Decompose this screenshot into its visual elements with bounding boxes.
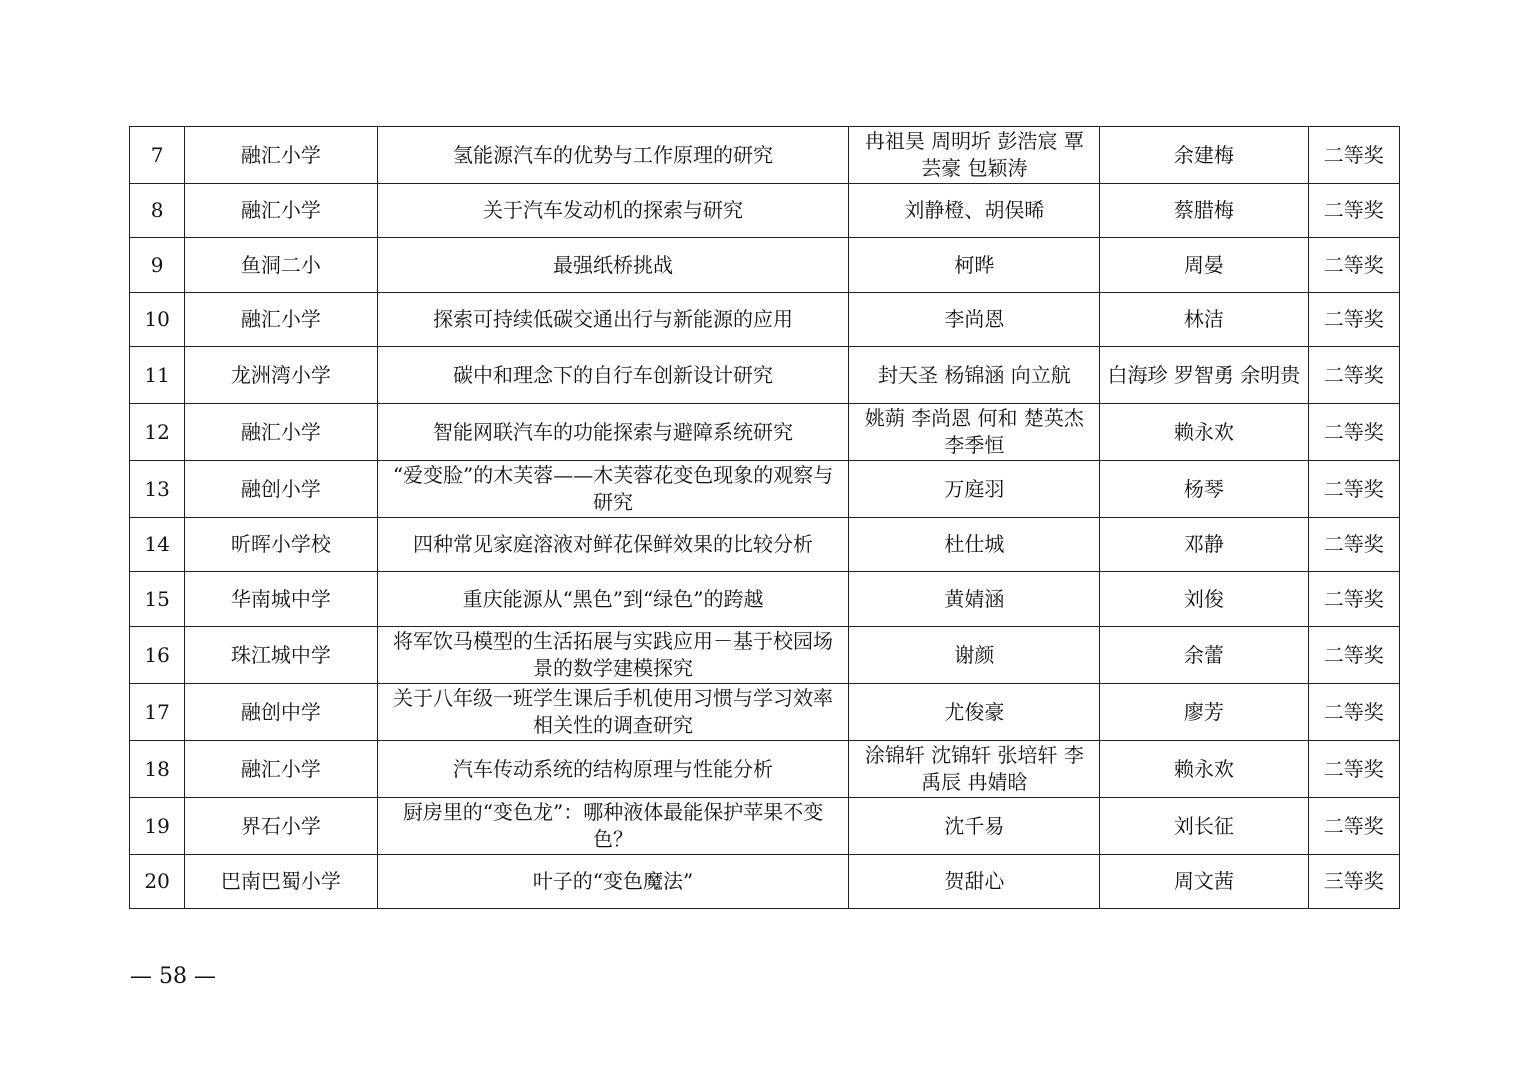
cell-students: 黄婧涵 bbox=[849, 572, 1100, 627]
award-table bbox=[129, 126, 1400, 909]
cell-teacher: 林洁 bbox=[1100, 293, 1308, 347]
cell-number: 18 bbox=[130, 741, 185, 798]
table-row bbox=[130, 684, 1400, 741]
table-row bbox=[130, 741, 1400, 798]
cell-teacher: 杨琴 bbox=[1100, 461, 1308, 518]
cell-number: 8 bbox=[130, 184, 185, 238]
cell-award: 二等奖 bbox=[1308, 684, 1399, 741]
cell-teacher: 邓静 bbox=[1100, 518, 1308, 572]
cell-project-title: 碳中和理念下的自行车创新设计研究 bbox=[377, 347, 849, 404]
table-row bbox=[130, 184, 1400, 238]
cell-teacher: 刘长征 bbox=[1100, 798, 1308, 855]
cell-teacher: 赖永欢 bbox=[1100, 404, 1308, 461]
cell-students: 冉祖昊 周明圻 彭浩宸 覃芸豪 包颖涛 bbox=[849, 127, 1100, 184]
cell-project-title: 智能网联汽车的功能探索与避障系统研究 bbox=[377, 404, 849, 461]
cell-number: 15 bbox=[130, 572, 185, 627]
cell-number: 7 bbox=[130, 127, 185, 184]
cell-school: 融汇小学 bbox=[185, 404, 377, 461]
table-row bbox=[130, 518, 1400, 572]
cell-number: 13 bbox=[130, 461, 185, 518]
cell-award: 二等奖 bbox=[1308, 238, 1399, 293]
cell-project-title: 关于汽车发动机的探索与研究 bbox=[377, 184, 849, 238]
table-body bbox=[130, 127, 1400, 909]
cell-project-title: 最强纸桥挑战 bbox=[377, 238, 849, 293]
cell-award: 二等奖 bbox=[1308, 293, 1399, 347]
table-row bbox=[130, 238, 1400, 293]
cell-award: 三等奖 bbox=[1308, 855, 1399, 909]
cell-project-title: 氢能源汽车的优势与工作原理的研究 bbox=[377, 127, 849, 184]
cell-school: 融汇小学 bbox=[185, 741, 377, 798]
cell-students: 杜仕城 bbox=[849, 518, 1100, 572]
cell-students: 柯晔 bbox=[849, 238, 1100, 293]
cell-award: 二等奖 bbox=[1308, 461, 1399, 518]
cell-number: 17 bbox=[130, 684, 185, 741]
cell-students: 谢颜 bbox=[849, 627, 1100, 684]
table-row bbox=[130, 404, 1400, 461]
table-row bbox=[130, 461, 1400, 518]
cell-teacher: 蔡腊梅 bbox=[1100, 184, 1308, 238]
cell-students: 姚蒴 李尚恩 何和 楚英杰 李季恒 bbox=[849, 404, 1100, 461]
cell-teacher: 廖芳 bbox=[1100, 684, 1308, 741]
cell-school: 融创小学 bbox=[185, 461, 377, 518]
cell-school: 巴南巴蜀小学 bbox=[185, 855, 377, 909]
cell-number: 12 bbox=[130, 404, 185, 461]
cell-award: 二等奖 bbox=[1308, 404, 1399, 461]
cell-students: 封天圣 杨锦涵 向立航 bbox=[849, 347, 1100, 404]
cell-school: 融创中学 bbox=[185, 684, 377, 741]
table-row bbox=[130, 127, 1400, 184]
table-row bbox=[130, 347, 1400, 404]
cell-number: 20 bbox=[130, 855, 185, 909]
cell-teacher: 余建梅 bbox=[1100, 127, 1308, 184]
cell-project-title: 将军饮马模型的生活拓展与实践应用－基于校园场景的数学建模探究 bbox=[377, 627, 849, 684]
page-number: — 58 — bbox=[130, 964, 216, 989]
cell-project-title: 四种常见家庭溶液对鲜花保鲜效果的比较分析 bbox=[377, 518, 849, 572]
cell-award: 二等奖 bbox=[1308, 627, 1399, 684]
cell-school: 鱼洞二小 bbox=[185, 238, 377, 293]
cell-school: 融汇小学 bbox=[185, 184, 377, 238]
cell-school: 融汇小学 bbox=[185, 127, 377, 184]
cell-school: 珠江城中学 bbox=[185, 627, 377, 684]
cell-project-title: 叶子的“变色魔法” bbox=[377, 855, 849, 909]
table-row bbox=[130, 627, 1400, 684]
cell-number: 16 bbox=[130, 627, 185, 684]
cell-number: 11 bbox=[130, 347, 185, 404]
cell-number: 9 bbox=[130, 238, 185, 293]
table-row bbox=[130, 798, 1400, 855]
table-row bbox=[130, 572, 1400, 627]
cell-project-title: 探索可持续低碳交通出行与新能源的应用 bbox=[377, 293, 849, 347]
cell-teacher: 周晏 bbox=[1100, 238, 1308, 293]
cell-project-title: 关于八年级一班学生课后手机使用习惯与学习效率相关性的调查研究 bbox=[377, 684, 849, 741]
table-row bbox=[130, 293, 1400, 347]
cell-students: 刘静橙、胡俣晞 bbox=[849, 184, 1100, 238]
cell-award: 二等奖 bbox=[1308, 572, 1399, 627]
cell-project-title: “爱变脸”的木芙蓉——木芙蓉花变色现象的观察与研究 bbox=[377, 461, 849, 518]
cell-award: 二等奖 bbox=[1308, 518, 1399, 572]
cell-teacher: 周文茜 bbox=[1100, 855, 1308, 909]
cell-number: 10 bbox=[130, 293, 185, 347]
cell-school: 龙洲湾小学 bbox=[185, 347, 377, 404]
cell-award: 二等奖 bbox=[1308, 184, 1399, 238]
table-row bbox=[130, 855, 1400, 909]
cell-number: 19 bbox=[130, 798, 185, 855]
cell-award: 二等奖 bbox=[1308, 798, 1399, 855]
cell-students: 沈千易 bbox=[849, 798, 1100, 855]
cell-teacher: 赖永欢 bbox=[1100, 741, 1308, 798]
cell-teacher: 白海珍 罗智勇 余明贵 bbox=[1100, 347, 1308, 404]
cell-school: 界石小学 bbox=[185, 798, 377, 855]
cell-award: 二等奖 bbox=[1308, 127, 1399, 184]
cell-school: 融汇小学 bbox=[185, 293, 377, 347]
cell-award: 二等奖 bbox=[1308, 741, 1399, 798]
cell-teacher: 刘俊 bbox=[1100, 572, 1308, 627]
cell-school: 华南城中学 bbox=[185, 572, 377, 627]
cell-award: 二等奖 bbox=[1308, 347, 1399, 404]
cell-students: 万庭羽 bbox=[849, 461, 1100, 518]
cell-project-title: 厨房里的“变色龙”：哪种液体最能保护苹果不变色？ bbox=[377, 798, 849, 855]
cell-number: 14 bbox=[130, 518, 185, 572]
cell-project-title: 汽车传动系统的结构原理与性能分析 bbox=[377, 741, 849, 798]
cell-students: 尤俊豪 bbox=[849, 684, 1100, 741]
cell-students: 李尚恩 bbox=[849, 293, 1100, 347]
cell-teacher: 余蕾 bbox=[1100, 627, 1308, 684]
cell-school: 昕晖小学校 bbox=[185, 518, 377, 572]
cell-students: 涂锦轩 沈锦轩 张培轩 李禹辰 冉婧晗 bbox=[849, 741, 1100, 798]
cell-students: 贺甜心 bbox=[849, 855, 1100, 909]
cell-project-title: 重庆能源从“黑色”到“绿色”的跨越 bbox=[377, 572, 849, 627]
